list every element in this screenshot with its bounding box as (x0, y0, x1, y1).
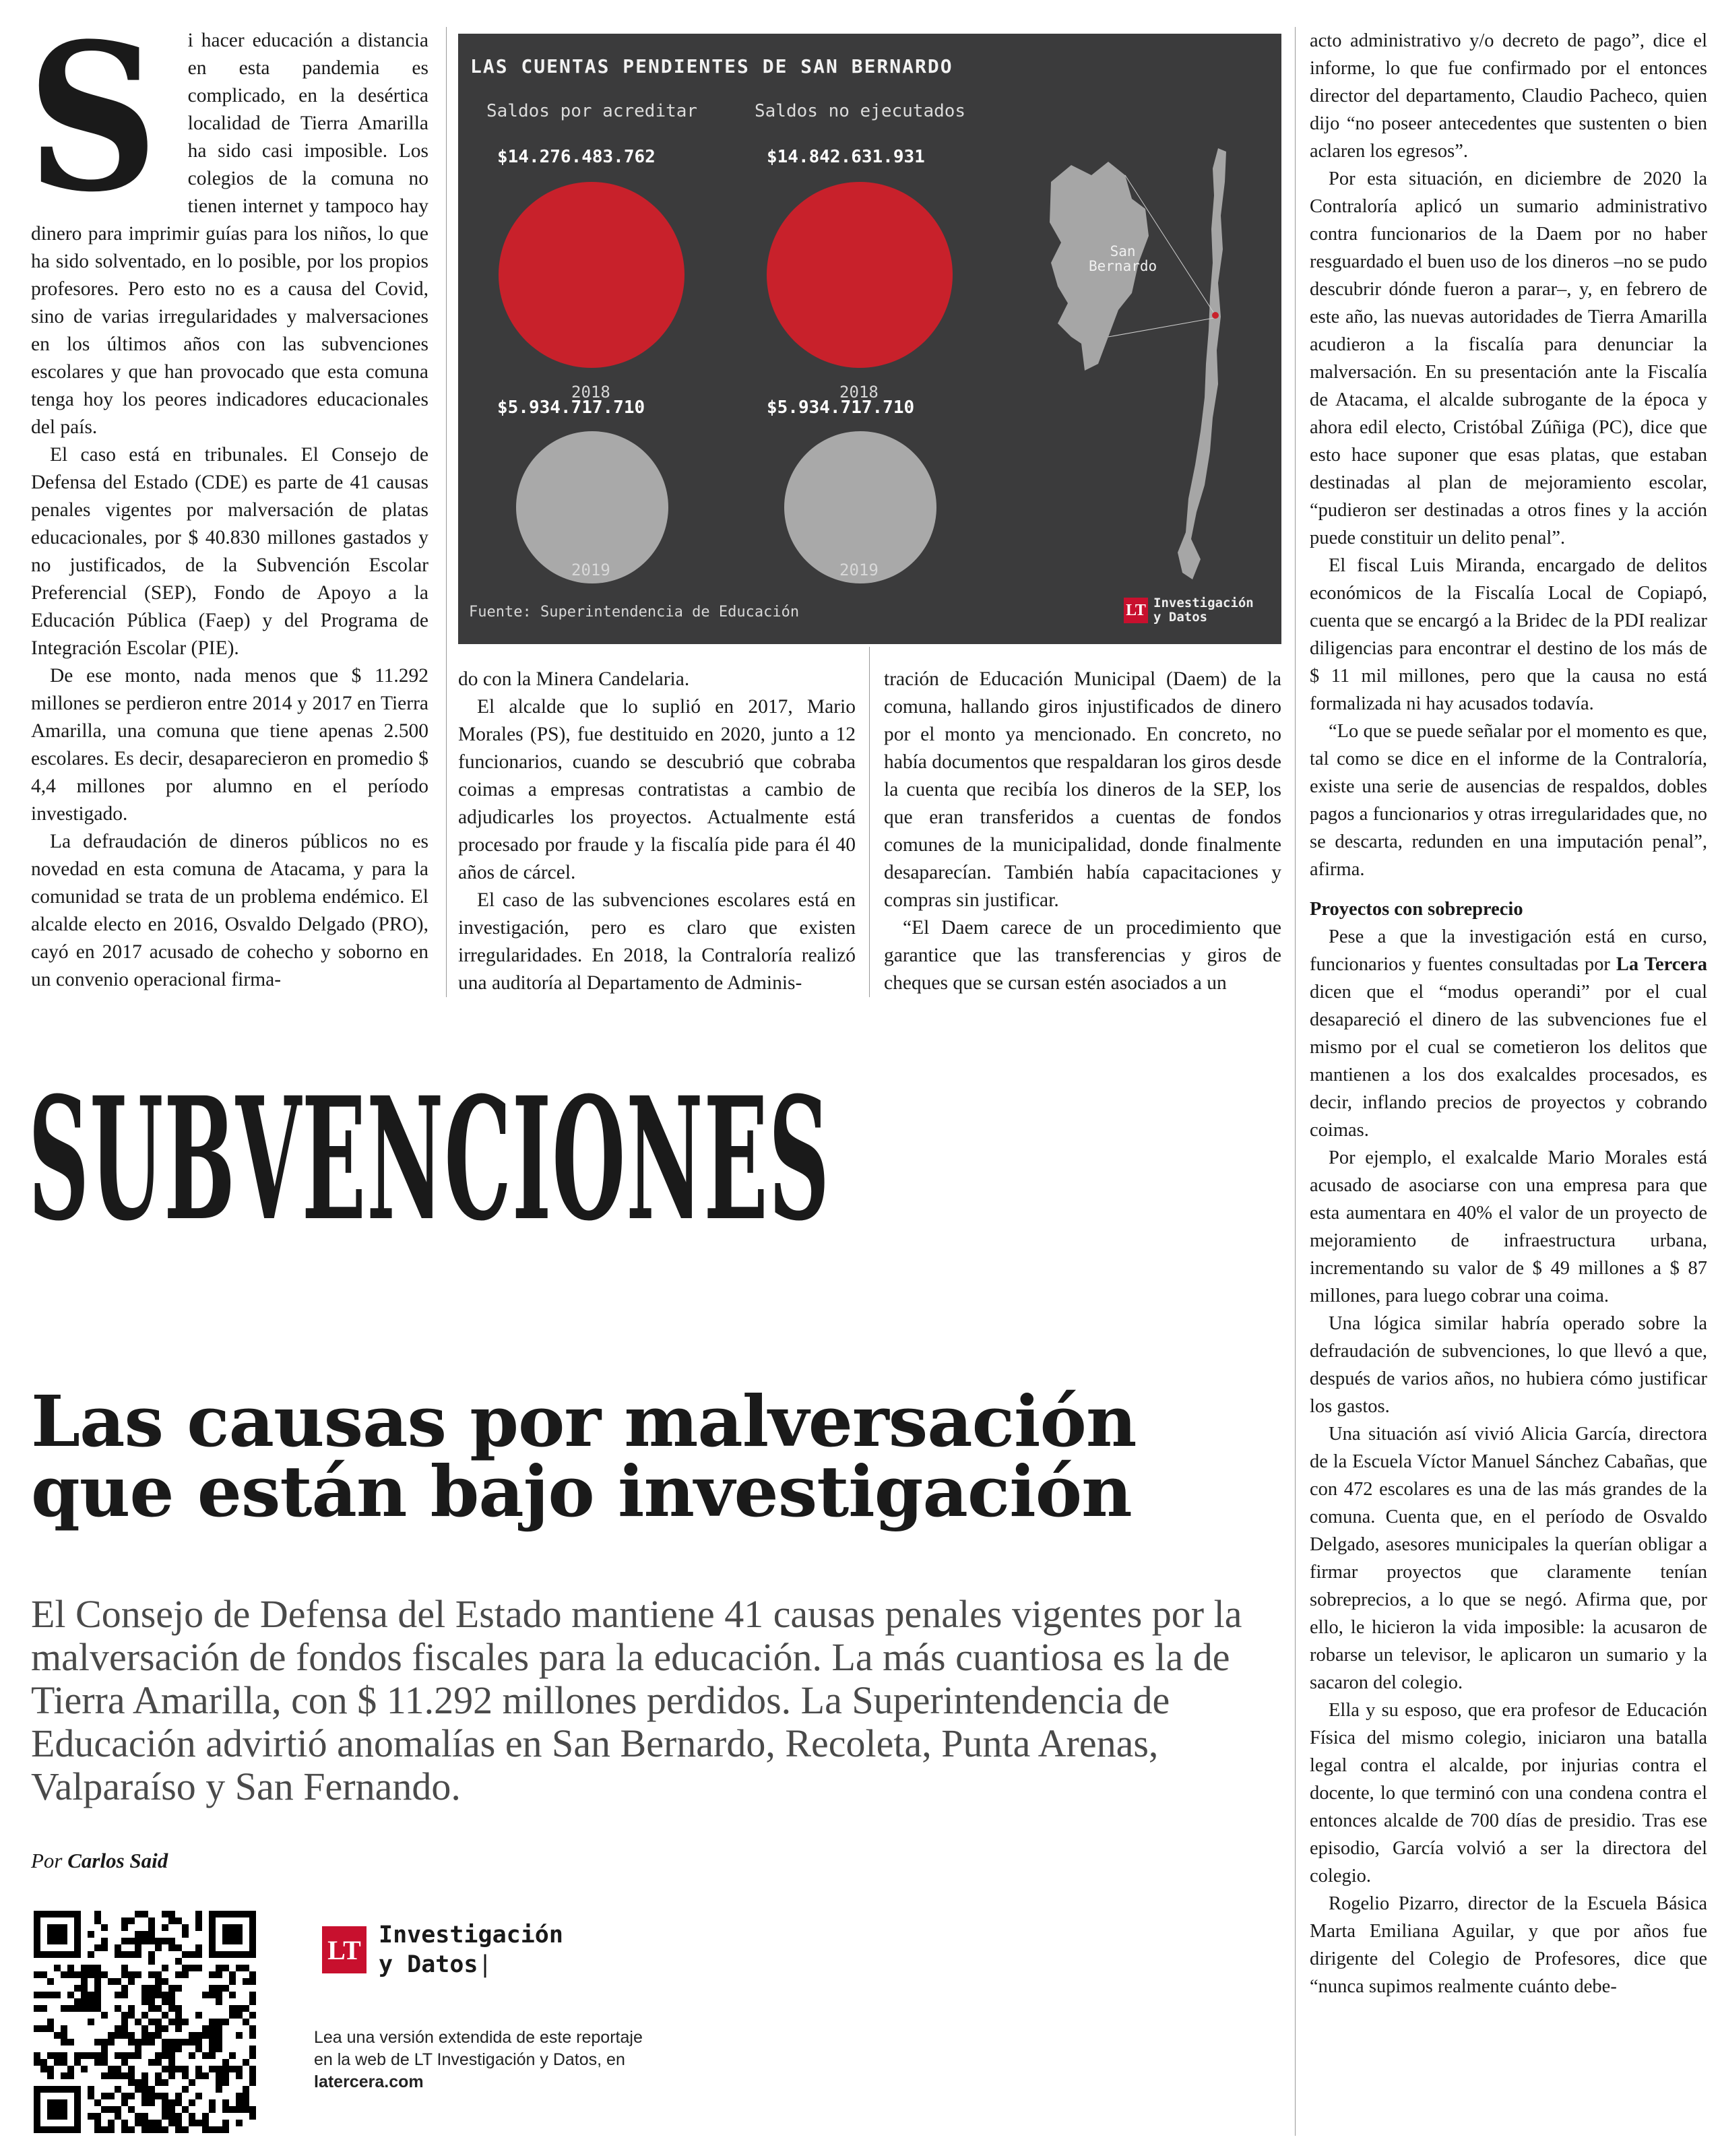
article-column-1 (27, 0, 428, 994)
infographic-logo: LT Investigación y Datos (1124, 596, 1254, 625)
infographic-title: LAS CUENTAS PENDIENTES DE SAN BERNARDO (470, 55, 953, 77)
paragraph: El fiscal Luis Miranda, encargado de delitos económicos de la Fiscalía Local de Copiapó, cuenta que se encargó a la Bridec de la PDI realizar diligencias para encontrar el destino de los más de $ 11 mil millones, pero que la causa no está formalizada ni hay acusados todavía. (1310, 555, 1707, 714)
paragraph: tración de Educación Municipal (Daem) de la comuna, hallando giros injustificados de dinero por el monto ya mencionado. En concreto, no había documentos que respaldaran los giros desde la cuenta que recibía los dineros de la SEP, los que eran transferidos a cuentas de fondos comunes de la municipalidad, donde finalmente desaparecían. También había capacitaciones y compras sin justificar. (884, 668, 1281, 911)
infographic (458, 34, 1281, 644)
year-label: 2018 (839, 383, 879, 402)
paragraph: De ese monto, nada menos que $ 11.292 millones se perdieron entre 2014 y 2017 en Tierra Amarilla, una comuna que tiene apenas 2.500 escolares. Es decir, desaparecieron en promedio $ 4,4 millones por alumno en el período investigado. (31, 665, 428, 825)
label-saldos-no-ejecutados: Saldos no ejecutados (755, 101, 966, 121)
map-label: San Bernardo (1089, 243, 1157, 274)
byline: Por Carlos Said (31, 1849, 168, 1872)
article-column-4 (1310, 27, 1707, 2000)
infographic-source: Fuente: Superintendencia de Educación (469, 604, 800, 621)
article-column-2 (458, 666, 856, 997)
paragraph: El alcalde que lo suplió en 2017, Mario Morales (PS), fue destituido en 2020, junto a 12 funcionarios, cuando se descubrió que cobraba coimas a empresas contratistas a cambio de adjudicarles los proyectos. Actualmente está procesado por fraude y la fiscalía pide para él 40 años de cárcel. (458, 696, 856, 883)
article-deck: El Consejo de Defensa del Estado mantiene 41 causas penales vigentes por la malversación de fondos fiscales para la educación. La más cuantiosa es la de Tierra Amarilla, con $ 11.292 millones perdidos. La Superintendencia de Educación advirtió anomalías en San Bernardo, Recoleta, Punta Arenas, Valparaíso y San Fernando. (31, 1592, 1242, 1808)
amount-2018-acreditar: $14.276.483.762 (497, 147, 656, 167)
paragraph: La defraudación de dineros públicos no es novedad en esta comuna de Atacama, y para la comunidad se trata de un problema endémico. El alcalde electo en 2016, Osvaldo Delgado (PRO), cayó en 2017 acusado de cohecho y soborno en un convenio operacional firma- (31, 831, 428, 990)
label-saldos-por-acreditar: Saldos por acreditar (486, 101, 698, 121)
map-chile-san-bernardo (1044, 135, 1273, 593)
paragraph: i hacer educación a distancia en esta pandemia es complicado, en la desértica localidad de Tierra Amarilla ha sido casi imposible. Los colegios de la comuna no tienen internet y tampoco hay dinero para imprimir guías para los niños, lo que ha sido solventado, en lo posible, por los propios profesores. Pero esto no es a causa del Covid, sino de varias irregularidades y malversaciones en los últimos años con las subvenciones escolares y que han provocado que esta comuna tenga hoy los peores indicadores educacionales del país. (31, 30, 428, 438)
article-column-3 (884, 666, 1281, 997)
paragraph: Una lógica similar habría operado sobre la defraudación de subvenciones, lo que llevó a que, después de varios años, no hubiera cómo justificar los gastos. (1310, 1313, 1707, 1417)
lt-investigacion-logo: LT Investigación y Datos| (322, 1920, 563, 1979)
author-name: Carlos Said (67, 1849, 168, 1872)
amount-2018-no-ejecutados: $14.842.631.931 (767, 147, 925, 167)
promo-text: Lea una versión extendida de este reportaje en la web de LT Investigación y Datos, en latercera.com (314, 2028, 643, 2091)
paragraph: do con la Minera Candelaria. (458, 668, 690, 690)
year-label: 2018 (571, 383, 610, 402)
circle-2018-acreditar (499, 182, 684, 368)
paragraph: “Lo que se puede señalar por el momento es que, tal como se dice en el informe de la Contraloría, existe una serie de ausencias de respaldos, dobles pagos a funcionarios y otras irregularidades que, no se descarta, redunden en una imputación penal”, afirma. (1310, 721, 1707, 880)
paragraph: Una situación así vivió Alicia García, directora de la Escuela Víctor Manuel Sánchez Cabañas, que con 472 escolares es una de las más grandes de la comuna. Cuenta que, en el período de Osvaldo Delgado, asesores municipales la querían obligar a firmar proyectos que claramente tenían sobreprecios, a lo que se negó. Afirma que, por ello, le hicieron la vida imposible: la acusaron de robarse un televisor, le aplicaron un sumario y la sacaron del colegio. (1310, 1424, 1707, 1693)
paragraph: Por ejemplo, el exalcalde Mario Morales está acusado de asociarse con una empresa para que esta aumentara en 40% el valor de un proyecto de mejoramiento de infraestructura urbana, incrementando su valor de $ 49 millones a $ 87 millones, para luego cobrar una coima. (1310, 1147, 1707, 1306)
paragraph: “El Daem carece de un procedimiento que garantice que las transferencias y giros de cheques que se cursan estén asociados a un (884, 917, 1281, 994)
paragraph: acto administrativo y/o decreto de pago”, dice el informe, lo que fue confirmado por el entonces director del departamento, Claudio Pacheco, quien dijo “no poseer antecedentes que sustenten o bien aclaren los egresos”. (1310, 30, 1707, 162)
paragraph: El caso de las subvenciones escolares está en investigación, pero es claro que existen irregularidades. En 2018, la Contraloría realizó una auditoría al Departamento de Adminis- (458, 889, 856, 994)
lt-logo-icon: LT (1124, 598, 1148, 623)
brand-name: La Tercera (1616, 954, 1707, 975)
paragraph: Por esta situación, en diciembre de 2020 la Contraloría aplicó un sumario administrativo contra funcionarios de la Daem por no haber resguardado el buen uso de los dineros –no se pudo descubrir dónde fueron a parar–, y, en febrero de este año, las nuevas autoridades de Tierra Amarilla acudieron a la fiscalía para denunciar la malversación. En su presentación ante la Fiscalía de Atacama, el alcalde subrogante de la época y ahora edil electo, Cristóbal Zúñiga (PC), dice que esto hace suponer que esas platas, que estaban destinadas al plan de mejoramiento escolar, “pudieron ser destinadas a otros fines y la acción puede constituir un delito penal”. (1310, 168, 1707, 548)
section-subhead: Proyectos con sobreprecio (1310, 899, 1523, 920)
qr-code[interactable] (34, 1911, 256, 2133)
website-link[interactable]: latercera.com (314, 2072, 424, 2091)
paragraph: El caso está en tribunales. El Consejo de Defensa del Estado (CDE) es parte de 41 causas penales vigentes por malversación de platas educacionales, por $ 40.830 millones gastados y no justificados, de la Subvención Escolar Preferencial (SEP), Fondo de Apoyo a la Educación Pública (Faep) y del Programa de Integración Escolar (PIE). (31, 444, 428, 659)
column-divider (446, 27, 447, 997)
year-label: 2019 (839, 561, 879, 579)
page-title: Las causas por malversación que están bajo investigación (31, 1380, 1137, 1533)
amount-2019-acreditar: $5.934.717.710 (497, 398, 645, 418)
circle-2018-no-ejecutados (767, 182, 953, 368)
drop-cap: S (27, 0, 158, 236)
paragraph: Pese a que la investigación está en curso, funcionarios y fuentes consultadas por La Tercera dicen que el “modus operandi” por el cual desapareció el dinero de las subvenciones fue el mismo por el cual se cometieron los delitos que mantienen a los dos exalcaldes procesados, es decir, inflando precios de proyectos y cobrando coimas. (1310, 926, 1707, 1141)
amount-2019-no-ejecutados: $5.934.717.710 (767, 398, 915, 418)
column-divider (1295, 27, 1296, 2136)
paragraph: Rogelio Pizarro, director de la Escuela Básica Marta Emiliana Aguilar, y que por años fue dirigente del Colegio de Profesores, dice que “nunca supimos realmente cuánto debe- (1310, 1893, 1707, 1997)
column-divider (869, 647, 870, 997)
lt-logo-icon: LT (322, 1926, 367, 1973)
paragraph: Ella y su esposo, que era profesor de Educación Física del mismo colegio, iniciaron una batalla legal contra el alcalde, por injurias contra el docente, lo que terminó con una condena contra el entonces alcalde de 700 días de presidio. Tras ese episodio, García volvió a ser la directora del colegio. (1310, 1700, 1707, 1886)
year-label: 2019 (571, 561, 610, 579)
section-kicker: SUBVENCIONES (28, 1060, 831, 1258)
